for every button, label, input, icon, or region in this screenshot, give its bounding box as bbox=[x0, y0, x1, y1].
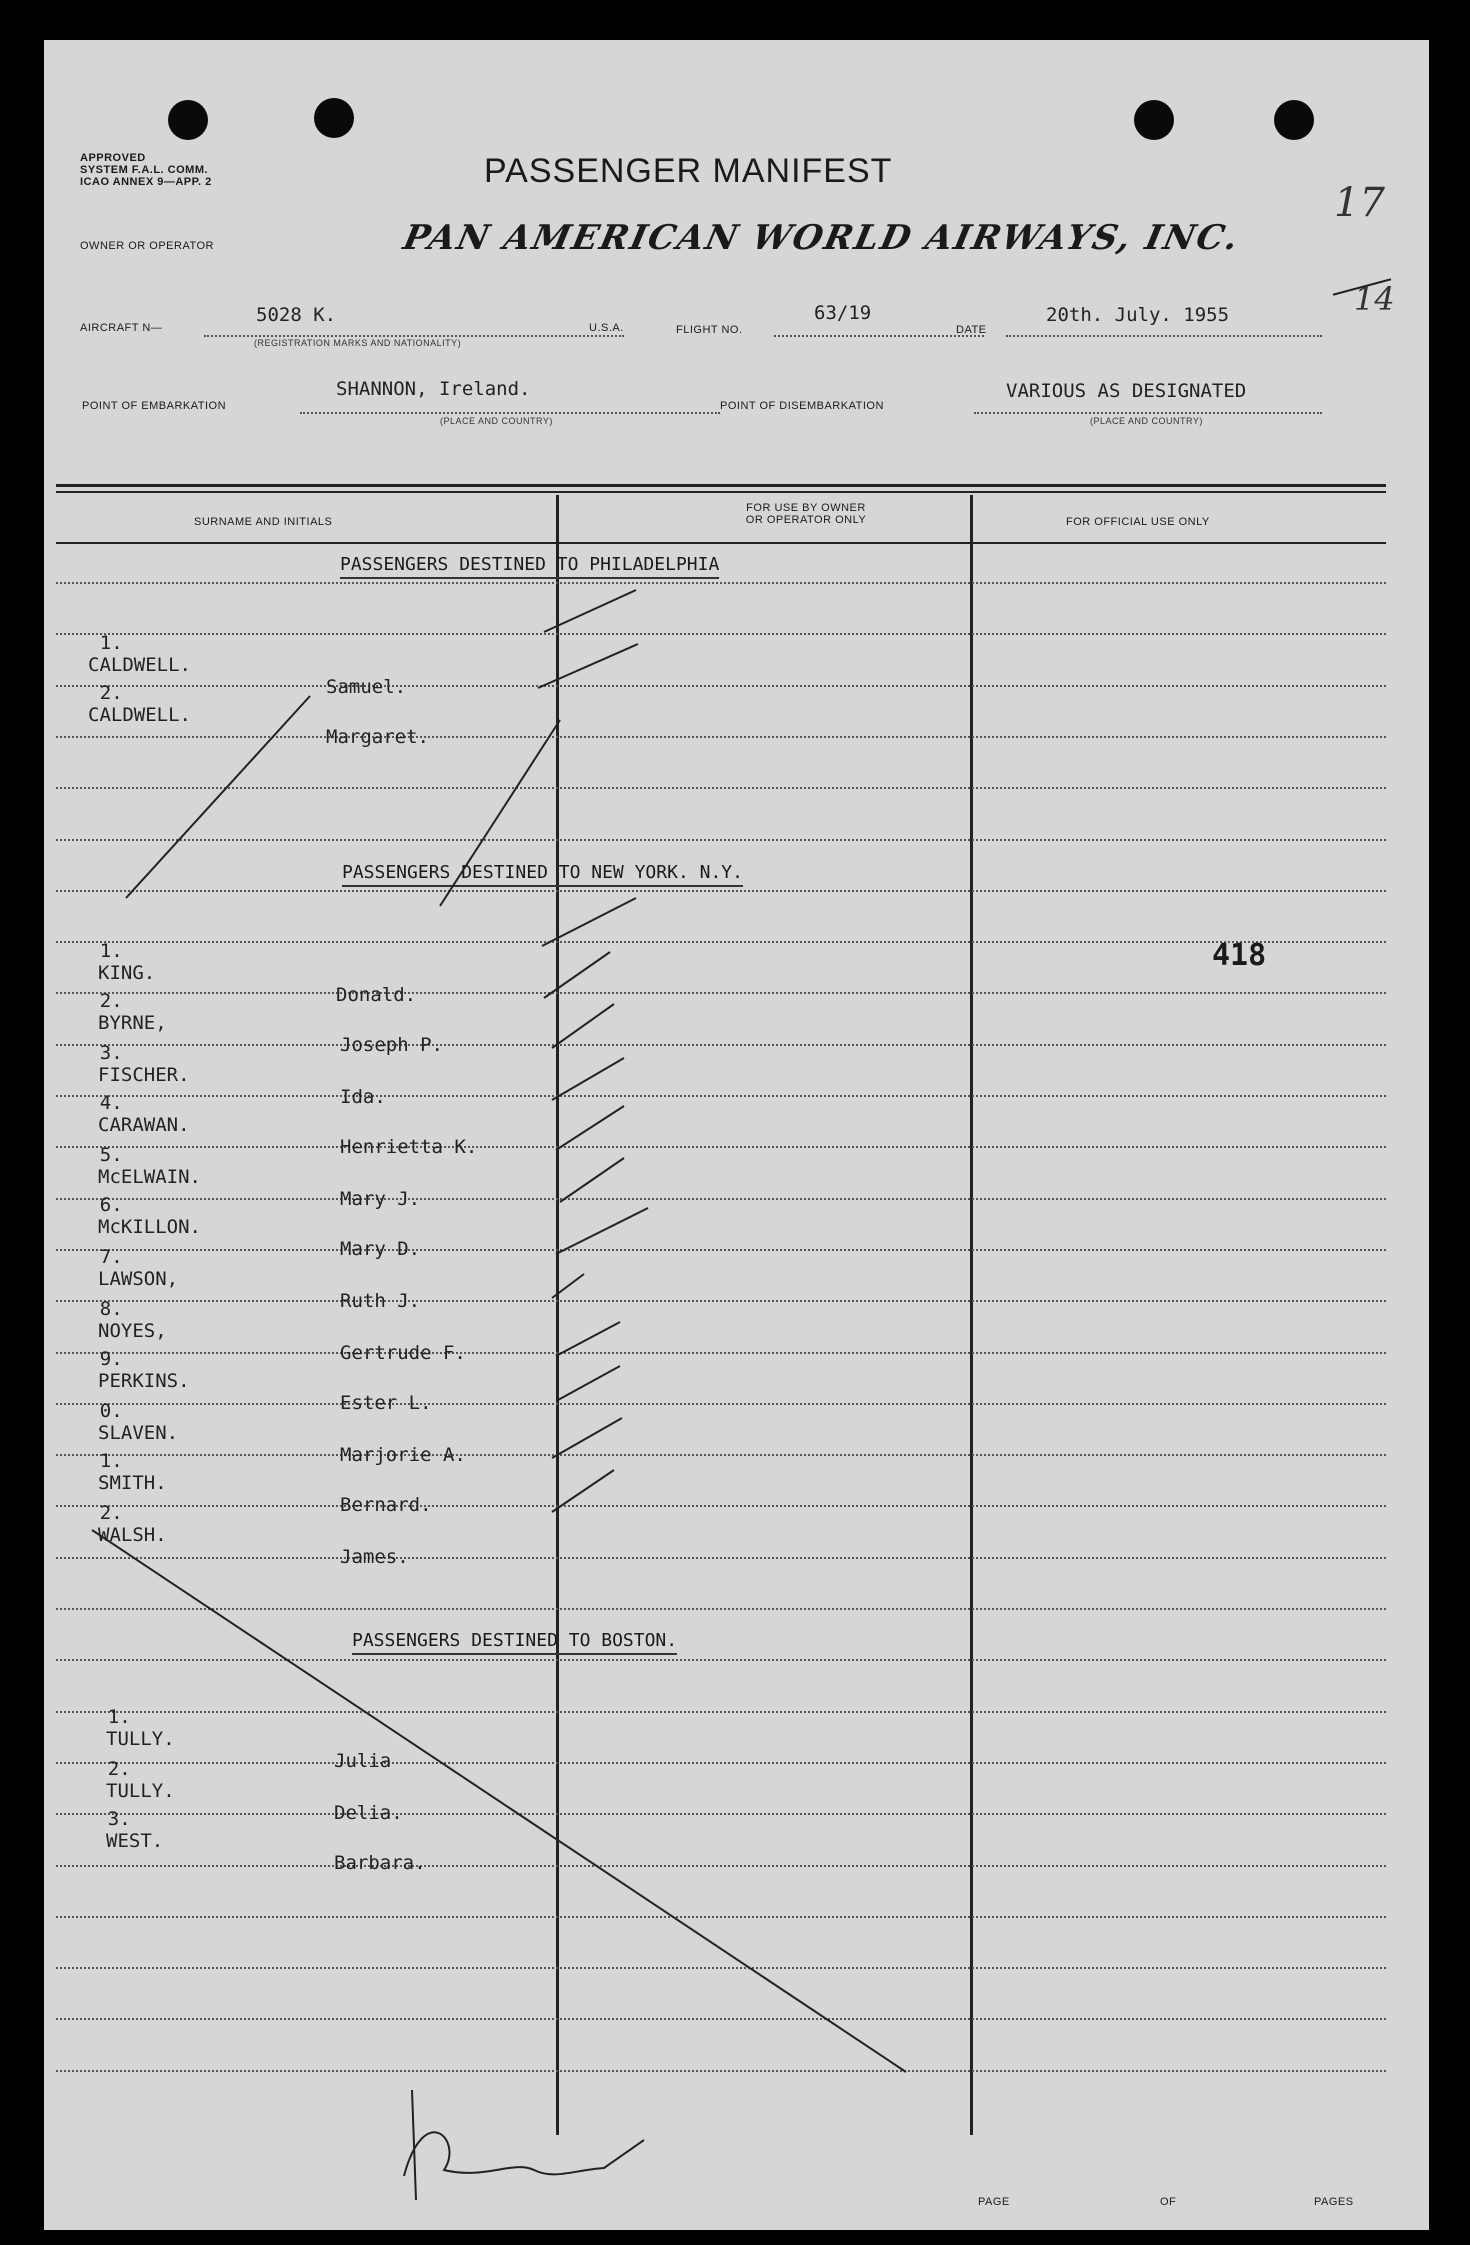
handwritten-page-note-bottom: 14 bbox=[1354, 280, 1395, 318]
passenger-given-name: Mary D. bbox=[340, 1238, 421, 1260]
passenger-surname: SMITH. bbox=[98, 1472, 167, 1494]
passenger-given-name: Julia bbox=[334, 1750, 392, 1772]
passenger-number: 1. bbox=[99, 1450, 123, 1472]
strike-line bbox=[126, 696, 310, 898]
date-label: DATE bbox=[956, 324, 987, 336]
tick-mark bbox=[542, 898, 636, 946]
passenger-given-name: Gertrude F. bbox=[340, 1342, 466, 1364]
tick-mark bbox=[560, 1158, 624, 1202]
date-value: 20th. July. 1955 bbox=[1046, 304, 1230, 326]
aircraft-label: AIRCRAFT N— bbox=[80, 322, 163, 334]
passenger-number: 1. bbox=[99, 940, 123, 962]
tick-mark bbox=[544, 952, 610, 998]
tick-mark bbox=[558, 1366, 620, 1400]
passenger-surname: TULLY. bbox=[106, 1728, 175, 1750]
owner-operator-label: OWNER OR OPERATOR bbox=[80, 240, 214, 252]
passenger-given-name: Mary J. bbox=[340, 1188, 421, 1210]
passenger-number: 9. bbox=[99, 1348, 123, 1370]
tick-mark bbox=[552, 1274, 584, 1298]
tick-mark bbox=[538, 644, 638, 688]
approval-line: APPROVED bbox=[80, 152, 146, 164]
handwritten-marks bbox=[44, 40, 1429, 2230]
passenger-given-name: Delia. bbox=[334, 1802, 403, 1824]
passenger-number: 2. bbox=[107, 1758, 131, 1780]
handwritten-signature bbox=[404, 2132, 644, 2176]
passenger-surname: FISCHER. bbox=[98, 1064, 190, 1086]
strike-line bbox=[440, 720, 560, 906]
disembarkation-label: POINT OF DISEMBARKATION bbox=[720, 400, 884, 412]
passenger-given-name: Bernard. bbox=[340, 1494, 432, 1516]
tick-mark bbox=[552, 1470, 614, 1512]
passenger-surname: McELWAIN. bbox=[98, 1166, 201, 1188]
passenger-number: 3. bbox=[99, 1042, 123, 1064]
passenger-given-name: Joseph P. bbox=[340, 1034, 443, 1056]
section-heading-philadelphia: PASSENGERS DESTINED TO PHILADELPHIA bbox=[340, 554, 719, 579]
passenger-surname: CALDWELL. bbox=[88, 654, 191, 676]
passenger-surname: PERKINS. bbox=[98, 1370, 190, 1392]
passenger-surname: WEST. bbox=[106, 1830, 164, 1852]
owner-use-line: FOR USE BY OWNER bbox=[746, 502, 866, 514]
passenger-surname: CALDWELL. bbox=[88, 704, 191, 726]
passenger-surname: LAWSON, bbox=[98, 1268, 179, 1290]
passenger-surname: CARAWAN. bbox=[98, 1114, 190, 1136]
footer-page-label: PAGE bbox=[978, 2196, 1010, 2208]
passenger-surname: KING. bbox=[98, 962, 156, 984]
passenger-surname: SLAVEN. bbox=[98, 1422, 179, 1444]
passenger-given-name: Henrietta K. bbox=[340, 1136, 478, 1158]
approval-line: ICAO ANNEX 9—APP. 2 bbox=[80, 176, 212, 189]
column-header-official-use: FOR OFFICIAL USE ONLY bbox=[1066, 516, 1210, 528]
passenger-number: 3. bbox=[107, 1808, 131, 1830]
strike-line bbox=[92, 1530, 906, 2072]
footer-pages-label: PAGES bbox=[1314, 2196, 1354, 2208]
owner-use-line: OR OPERATOR ONLY bbox=[745, 514, 867, 527]
passenger-number: 5. bbox=[99, 1144, 123, 1166]
passenger-number: 2. bbox=[99, 990, 123, 1012]
column-header-surname: SURNAME AND INITIALS bbox=[194, 516, 333, 528]
aircraft-value: 5028 K. bbox=[256, 304, 337, 326]
passenger-number: 4. bbox=[99, 1092, 123, 1114]
passenger-number: 1. bbox=[99, 632, 123, 654]
flight-value: 63/19 bbox=[814, 302, 872, 324]
handwritten-page-note-top: 17 bbox=[1334, 180, 1385, 226]
passenger-number: 2. bbox=[99, 1502, 123, 1524]
passenger-given-name: Ruth J. bbox=[340, 1290, 421, 1312]
passenger-given-name: Ida. bbox=[340, 1086, 386, 1108]
disembarkation-value: VARIOUS AS DESIGNATED bbox=[1006, 380, 1247, 402]
tick-mark bbox=[552, 1058, 624, 1100]
disembarkation-caption: (PLACE AND COUNTRY) bbox=[1090, 416, 1203, 426]
passenger-given-name: Margaret. bbox=[326, 726, 429, 748]
passenger-given-name: Samuel. bbox=[326, 676, 407, 698]
tick-mark bbox=[556, 1322, 620, 1356]
passenger-given-name: Marjorie A. bbox=[340, 1444, 466, 1466]
tick-mark bbox=[556, 1106, 624, 1150]
passenger-number: 2. bbox=[99, 682, 123, 704]
page-title: PASSENGER MANIFEST bbox=[484, 152, 893, 190]
passenger-number: 8. bbox=[99, 1298, 123, 1320]
airline-name: PAN AMERICAN WORLD AIRWAYS, INC. bbox=[399, 218, 1244, 258]
passenger-surname: TULLY. bbox=[106, 1780, 175, 1802]
manifest-sheet bbox=[44, 40, 1429, 2230]
passenger-given-name: Barbara. bbox=[334, 1852, 426, 1874]
passenger-given-name: James. bbox=[340, 1546, 409, 1568]
passenger-surname: McKILLON. bbox=[98, 1216, 201, 1238]
passenger-number: 0. bbox=[99, 1400, 123, 1422]
passenger-number: 7. bbox=[99, 1246, 123, 1268]
passenger-number: 6. bbox=[99, 1194, 123, 1216]
section-heading-boston: PASSENGERS DESTINED TO BOSTON. bbox=[352, 1630, 677, 1655]
passenger-given-name: Ester L. bbox=[340, 1392, 432, 1414]
tick-mark bbox=[552, 1004, 614, 1048]
aircraft-caption: (REGISTRATION MARKS AND NATIONALITY) bbox=[254, 338, 462, 348]
passenger-given-name: Donald. bbox=[336, 984, 417, 1006]
tick-mark bbox=[556, 1208, 648, 1254]
embarkation-label: POINT OF EMBARKATION bbox=[82, 400, 227, 412]
section-heading-new-york: PASSENGERS DESTINED TO NEW YORK. N.Y. bbox=[342, 862, 743, 887]
tick-mark bbox=[544, 590, 636, 632]
tick-mark bbox=[552, 1418, 622, 1458]
passenger-surname: WALSH. bbox=[98, 1524, 167, 1546]
approval-line: SYSTEM F.A.L. COMM. bbox=[80, 164, 209, 177]
embarkation-value: SHANNON, Ireland. bbox=[336, 378, 531, 400]
official-stamp-number: 418 bbox=[1212, 938, 1267, 973]
passenger-surname: NOYES, bbox=[98, 1320, 167, 1342]
passenger-surname: BYRNE, bbox=[98, 1012, 167, 1034]
embarkation-caption: (PLACE AND COUNTRY) bbox=[440, 416, 553, 426]
flight-label: FLIGHT NO. bbox=[676, 324, 743, 336]
passenger-number: 1. bbox=[107, 1706, 131, 1728]
usa-label: U.S.A. bbox=[589, 322, 624, 334]
footer-of-label: OF bbox=[1160, 2196, 1177, 2208]
